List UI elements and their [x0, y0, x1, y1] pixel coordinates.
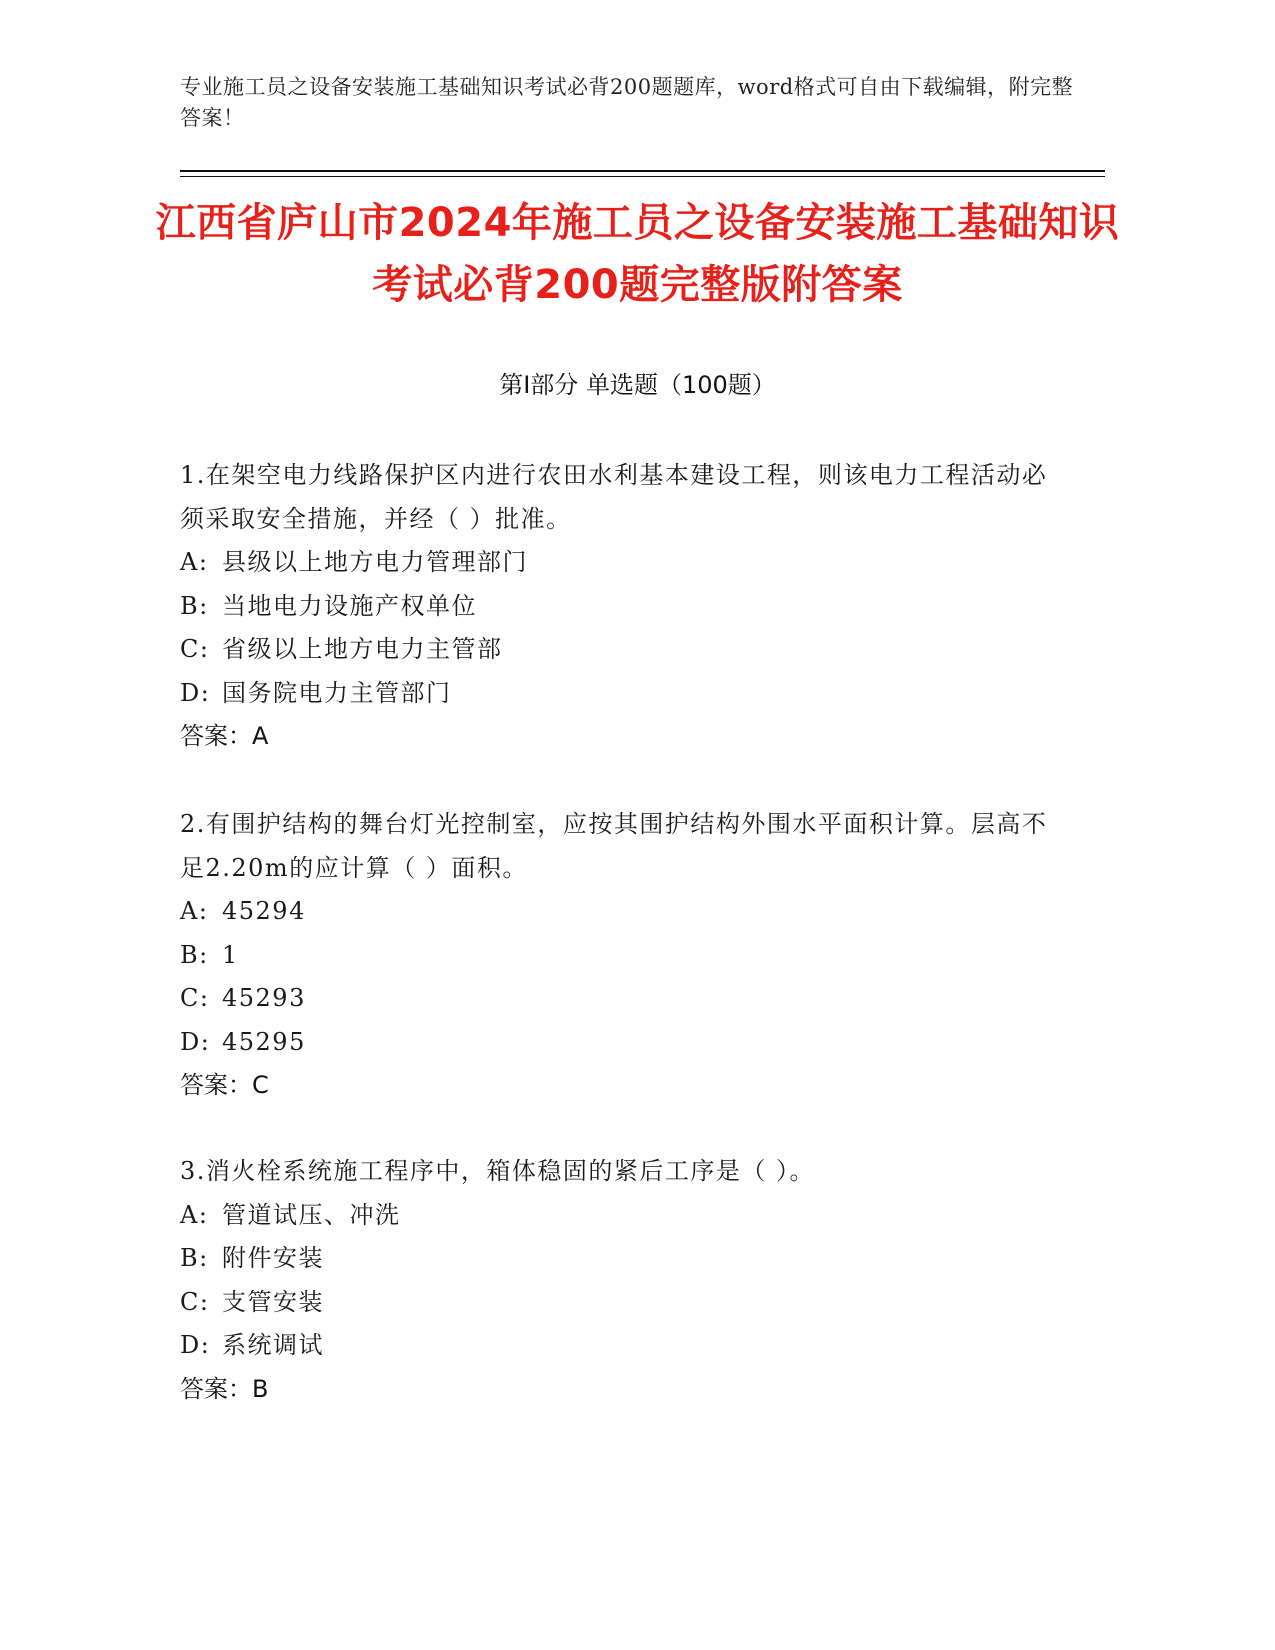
header-divider-thick — [180, 170, 1105, 172]
option-key: B: — [180, 1244, 209, 1272]
option-key: D: — [180, 1027, 211, 1056]
option-key: D: — [180, 1331, 211, 1359]
option-key: B: — [180, 940, 209, 969]
option-key: A: — [180, 1200, 209, 1229]
option-b — [180, 934, 1050, 978]
header-note: 专业施工员之设备安装施工基础知识考试必背200题题库，word格式可自由下载编辑，附完整答案！ — [180, 75, 1074, 130]
option-text: 45295 — [222, 1027, 306, 1056]
option-key: A: — [180, 897, 209, 925]
option-d — [180, 1021, 1050, 1065]
option-c — [180, 628, 1050, 672]
option-key: C: — [180, 984, 210, 1012]
question-2 — [180, 803, 1050, 1108]
question-3 — [180, 1150, 1050, 1411]
option-b — [180, 1237, 1050, 1281]
question-stem: 3.消火栓系统施工程序中，箱体稳固的紧后工序是（ ）。 — [180, 1157, 816, 1185]
document-title: 江西省庐山市2024年施工员之设备安装施工基础知识考试必背200题完整版附答案 — [155, 200, 1120, 308]
option-b — [180, 585, 1050, 629]
option-text: 45294 — [222, 897, 306, 925]
option-key: D: — [180, 678, 211, 707]
option-a — [180, 890, 1050, 934]
question-stem: 2.有围护结构的舞台灯光控制室，应按其围护结构外围水平面积计算。层高不足2.20m的应计算（ ）面积。 — [180, 810, 1048, 882]
option-text: 附件安装 — [222, 1244, 324, 1272]
option-a — [180, 1194, 1050, 1238]
answer-line: 答案：C — [180, 1071, 269, 1099]
question-1 — [180, 454, 1050, 759]
option-text: 国务院电力主管部门 — [222, 678, 452, 707]
option-a — [180, 541, 1050, 585]
answer-line: 答案：A — [180, 722, 269, 750]
option-text: 省级以上地方电力主管部 — [222, 635, 503, 663]
option-text: 45293 — [222, 984, 306, 1012]
answer-line: 答案：B — [180, 1374, 269, 1403]
option-text: 县级以上地方电力管理部门 — [222, 548, 528, 576]
option-text: 1 — [222, 940, 239, 969]
question-stem: 1.在架空电力线路保护区内进行农田水利基本建设工程，则该电力工程活动必须采取安全措施，并经（ ）批准。 — [180, 461, 1048, 533]
option-key: B: — [180, 591, 209, 620]
option-key: C: — [180, 635, 210, 663]
option-text: 当地电力设施产权单位 — [222, 591, 477, 620]
header-divider-thin — [180, 176, 1105, 177]
option-c — [180, 1281, 1050, 1325]
option-d — [180, 672, 1050, 716]
option-key: C: — [180, 1287, 210, 1316]
option-key: A: — [180, 548, 209, 576]
section-title: 第Ⅰ部分 单选题（100题） — [499, 371, 776, 399]
option-c — [180, 977, 1050, 1021]
option-text: 管道试压、冲洗 — [222, 1200, 401, 1229]
option-text: 支管安装 — [222, 1287, 324, 1316]
option-text: 系统调试 — [222, 1331, 324, 1359]
option-d — [180, 1324, 1050, 1368]
